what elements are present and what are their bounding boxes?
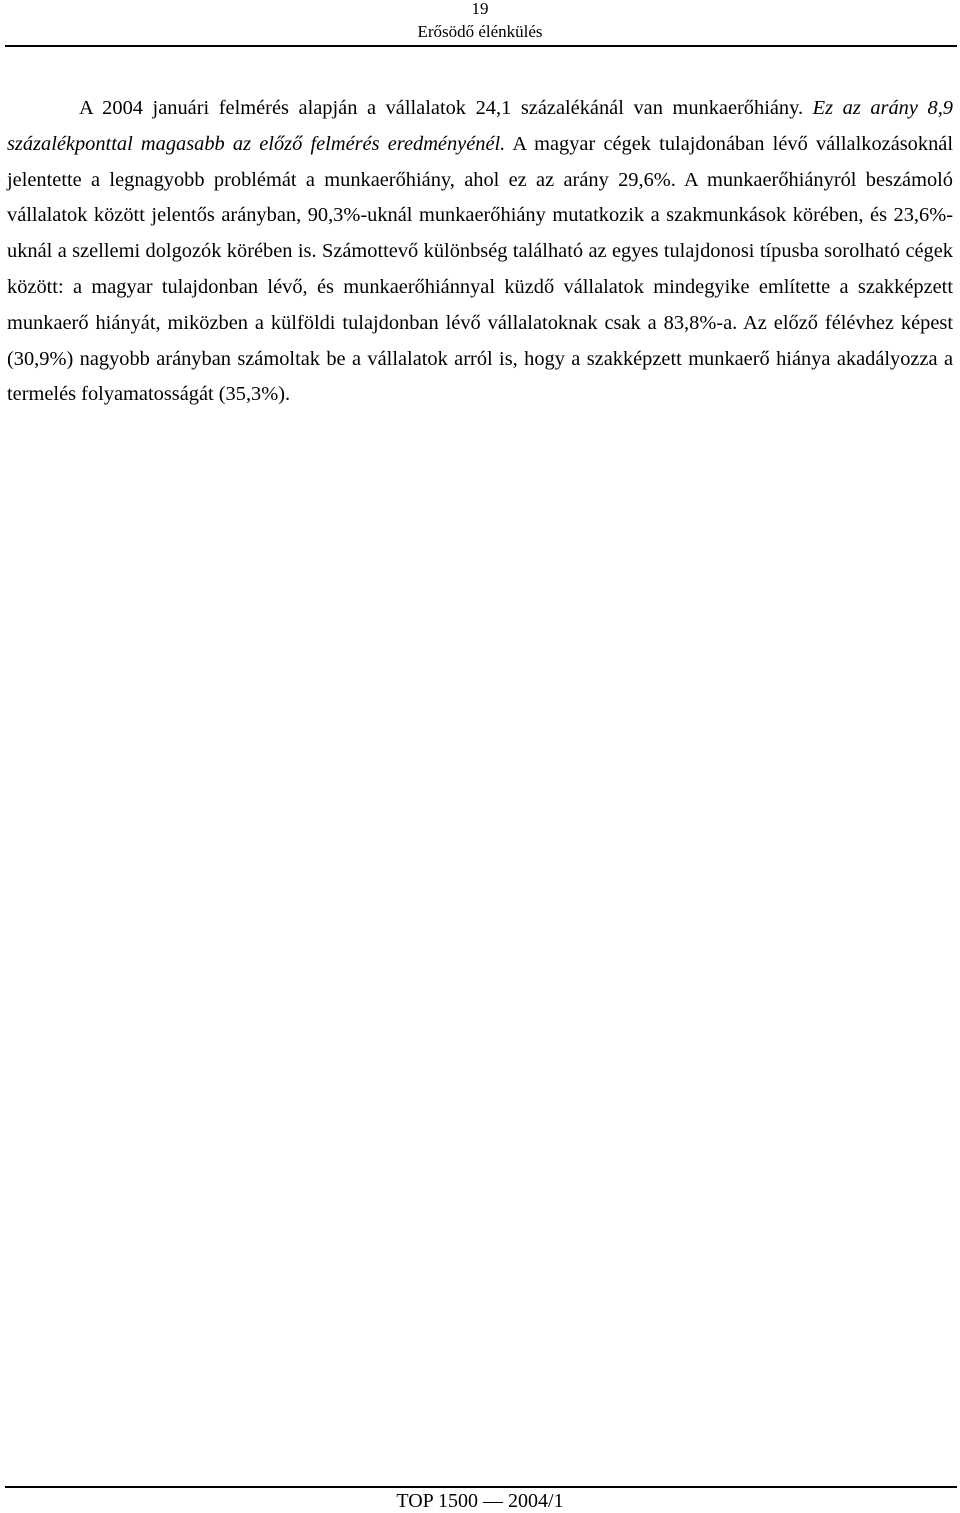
running-title: Erősödő élénkülés bbox=[417, 22, 543, 41]
footer-divider bbox=[5, 1486, 957, 1488]
body-text-segment: A magyar cégek tulajdonában lévő vállalkozásoknál jelentette a legnagyobb problémát a munkaerőhiány, ahol ez az arány 29,6%. A munkaerőhiányról beszámoló vállalatok között jelentős arányban, 90,3%-uknál munkaerőhiány mutatkozik a szakmunkások körében, és 23,6%-uknál a szellemi dolgozók körében is. Számottevő különbség található az egyes tulajdonosi típusba sorolható cégek között: a magyar tulajdonban lévő, és munkaerőhiánnyal küzdő vállalatok mindegyike említette a szakképzett munkaerő hiányát, miközben a külföldi tulajdonban lévő vállalatoknak csak a 83,8%-a. Az előző félévhez képest (30,9%) nagyobb arányban számoltak be a vállalatok arról is, hogy a szakképzett munkaerő hiánya akadályozza a termelés folyamatosságát (35,3%). bbox=[7, 132, 953, 406]
body-paragraph bbox=[7, 91, 953, 413]
body-text-italic-segment: Ez az arány 8,9 százalékponttal magasabb az előző felmérés eredményénél. bbox=[7, 97, 954, 155]
page-footer: TOP 1500 — 2004/1 bbox=[396, 1490, 564, 1512]
page-number: 19 bbox=[471, 0, 489, 18]
header-divider bbox=[5, 45, 957, 47]
body-text-segment: A 2004 januári felmérés alapján a vállalatok 24,1 százalékánál van munkaerőhiány. bbox=[79, 97, 813, 119]
